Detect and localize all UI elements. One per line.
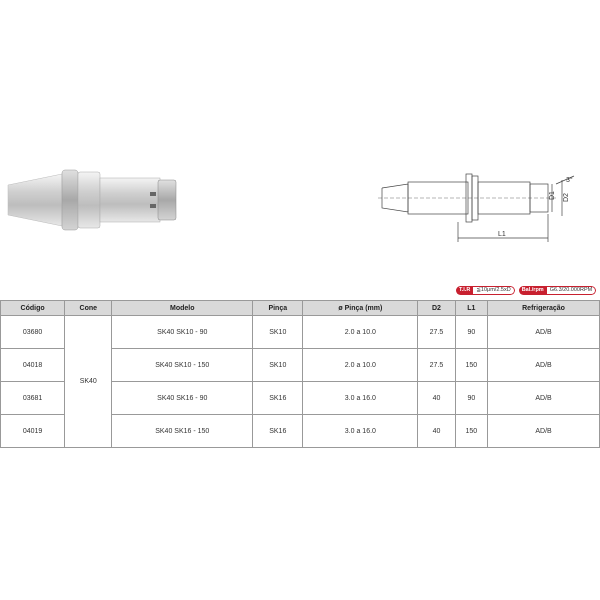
cell-l1: 150 <box>455 349 487 382</box>
cell-codigo: 03680 <box>1 316 65 349</box>
table-header-row <box>1 301 600 316</box>
cell-modelo: SK40 SK10 - 90 <box>112 316 253 349</box>
spec-table <box>0 300 600 448</box>
balance-value: G6.3/20.000RPM <box>547 286 597 295</box>
tir-value: ≦10μm/2.5xD <box>473 286 514 295</box>
col-d2: D2 <box>418 301 455 316</box>
cell-modelo: SK40 SK16 - 150 <box>112 415 253 448</box>
cell-l1: 150 <box>455 415 487 448</box>
technical-drawing <box>378 152 588 252</box>
label-l1: L1 <box>498 231 506 238</box>
cell-d2: 40 <box>418 415 455 448</box>
col-refrigeracao: Refrigeração <box>488 301 600 316</box>
balance-label: Bal./rpm <box>519 286 547 295</box>
col-pinca: Pinça <box>253 301 303 316</box>
cell-d2: 27.5 <box>418 349 455 382</box>
spec-badges <box>456 286 596 295</box>
cell-d2: 40 <box>418 382 455 415</box>
cell-l1: 90 <box>455 382 487 415</box>
cell-cone: SK40 <box>65 316 112 448</box>
cell-modelo: SK40 SK10 - 150 <box>112 349 253 382</box>
table-row <box>1 316 600 349</box>
cell-range: 3.0 a 16.0 <box>303 382 418 415</box>
cell-l1: 90 <box>455 316 487 349</box>
tool-holder-photo <box>0 150 200 250</box>
cell-codigo: 04019 <box>1 415 65 448</box>
label-d2: D2 <box>563 193 570 202</box>
cell-refrigeracao: AD/B <box>488 316 600 349</box>
tir-badge <box>456 286 515 295</box>
col-l1: L1 <box>455 301 487 316</box>
cell-pinca: SK16 <box>253 382 303 415</box>
cell-pinca: SK10 <box>253 316 303 349</box>
cell-range: 3.0 a 16.0 <box>303 415 418 448</box>
col-range: ø Pinça (mm) <box>303 301 418 316</box>
tir-label: T.I.R <box>456 286 473 295</box>
cell-range: 2.0 a 10.0 <box>303 349 418 382</box>
label-d1: D1 <box>549 191 556 200</box>
cell-codigo: 04018 <box>1 349 65 382</box>
cell-refrigeracao: AD/B <box>488 349 600 382</box>
cell-refrigeracao: AD/B <box>488 382 600 415</box>
cell-range: 2.0 a 10.0 <box>303 316 418 349</box>
col-codigo: Código <box>1 301 65 316</box>
cell-codigo: 03681 <box>1 382 65 415</box>
balance-badge <box>519 286 597 295</box>
cell-modelo: SK40 SK16 - 90 <box>112 382 253 415</box>
cell-d2: 27.5 <box>418 316 455 349</box>
cell-pinca: SK16 <box>253 415 303 448</box>
col-cone: Cone <box>65 301 112 316</box>
cell-pinca: SK10 <box>253 349 303 382</box>
cell-refrigeracao: AD/B <box>488 415 600 448</box>
col-modelo: Modelo <box>112 301 253 316</box>
label-angle: 3° <box>566 177 573 184</box>
